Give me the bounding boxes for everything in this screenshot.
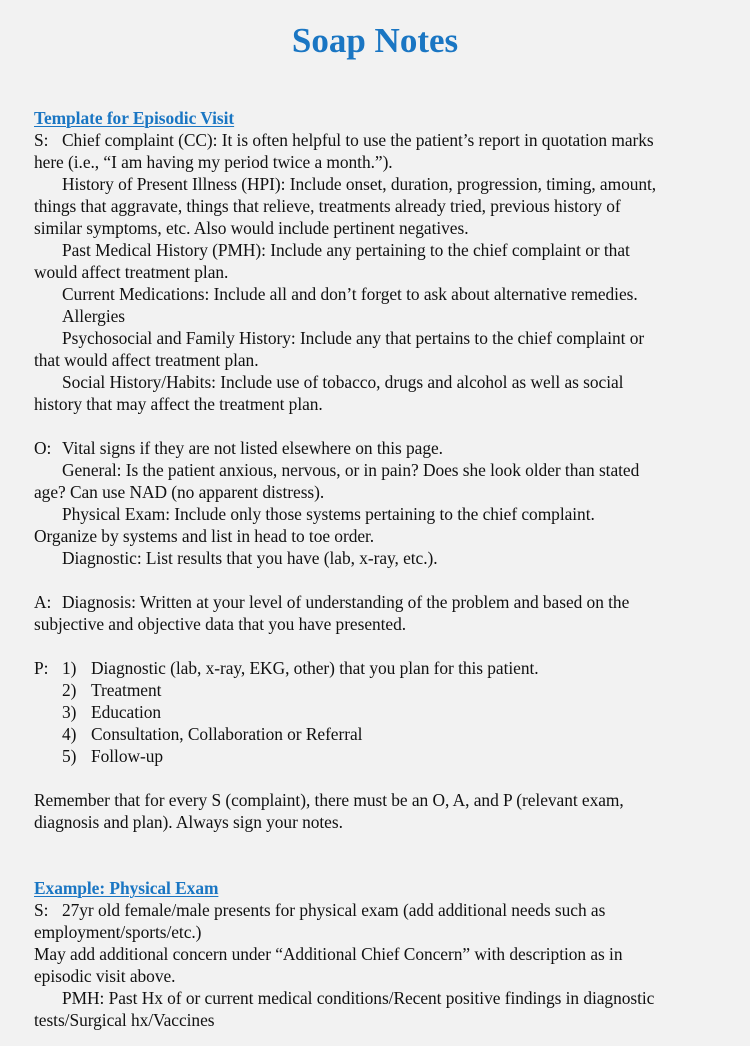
subjective-line: Psychosocial and Family History: Include any that pertains to the chief complaint or: [62, 328, 645, 348]
subjective-line: similar symptoms, etc. Also would include pertinent negatives.: [34, 218, 469, 238]
example-label: S:: [34, 900, 49, 920]
objective-line: General: Is the patient anxious, nervous, or in pain? Does she look older than stated: [62, 460, 640, 480]
subjective-line: Allergies: [62, 306, 125, 326]
plan-item-number: 4): [62, 724, 77, 744]
example-line: [34, 899, 605, 921]
reminder-line: diagnosis and plan). Always sign your notes.: [34, 812, 343, 832]
subjective-line: Social History/Habits: Include use of tobacco, drugs and alcohol as well as social: [62, 372, 624, 392]
subjective-line: [34, 129, 654, 151]
example-text: 27yr old female/male presents for physical exam (add additional needs such as: [62, 900, 606, 920]
plan-item-text: Consultation, Collaboration or Referral: [91, 724, 363, 744]
page-title: Soap Notes: [291, 21, 459, 60]
objective-text: Vital signs if they are not listed elsewhere on this page.: [62, 438, 443, 458]
plan-item-text: Diagnostic (lab, x-ray, EKG, other) that you plan for this patient.: [91, 658, 539, 678]
template-heading: Template for Episodic Visit: [34, 108, 235, 128]
example-heading: Example: Physical Exam: [34, 878, 219, 898]
objective-label: O:: [34, 438, 52, 458]
example-line: tests/Surgical hx/Vaccines: [34, 1010, 215, 1030]
plan-item-text: Follow-up: [91, 746, 164, 766]
plan-item: [62, 745, 163, 767]
assessment-line: subjective and objective data that you have presented.: [34, 614, 407, 634]
plan-item: [62, 723, 362, 745]
subjective-line: History of Present Illness (HPI): Include onset, duration, progression, timing, amount,: [62, 174, 657, 194]
subjective-line: history that may affect the treatment plan.: [34, 394, 323, 414]
subjective-line: Current Medications: Include all and don’t forget to ask about alternative remedies.: [62, 284, 638, 304]
plan-item-text: Education: [91, 702, 162, 722]
plan-label: P:: [34, 658, 49, 678]
subjective-line: things that aggravate, things that relieve, treatments already tried, previous history of: [34, 196, 621, 216]
subjective-line: here (i.e., “I am having my period twice a month.”).: [34, 152, 393, 172]
subjective-label: S:: [34, 130, 49, 150]
objective-line: Diagnostic: List results that you have (lab, x-ray, etc.).: [62, 548, 438, 568]
objective-line: age? Can use NAD (no apparent distress).: [34, 482, 325, 502]
example-line: employment/sports/etc.): [34, 922, 202, 942]
subjective-text: Chief complaint (CC): It is often helpful to use the patient’s report in quotation marks: [62, 130, 654, 150]
subjective-line: Past Medical History (PMH): Include any pertaining to the chief complaint or that: [62, 240, 630, 260]
reminder-line: Remember that for every S (complaint), there must be an O, A, and P (relevant exam,: [34, 790, 624, 810]
subjective-line: would affect treatment plan.: [34, 262, 229, 282]
assessment-line: [34, 591, 629, 613]
plan-item: [62, 701, 161, 723]
assessment-text: Diagnosis: Written at your level of understanding of the problem and based on the: [62, 592, 630, 612]
example-line: PMH: Past Hx of or current medical conditions/Recent positive findings in diagnostic: [62, 988, 655, 1008]
objective-line: Physical Exam: Include only those systems pertaining to the chief complaint.: [62, 504, 595, 524]
plan-item-number: 3): [62, 702, 77, 722]
plan-item-number: 5): [62, 746, 77, 766]
example-line: May add additional concern under “Additional Chief Concern” with description as in: [34, 944, 623, 964]
objective-line: [34, 437, 443, 459]
example-line: episodic visit above.: [34, 966, 176, 986]
plan-item-text: Treatment: [91, 680, 162, 700]
assessment-label: A:: [34, 592, 52, 612]
objective-line: Organize by systems and list in head to toe order.: [34, 526, 375, 546]
subjective-line: that would affect treatment plan.: [34, 350, 259, 370]
plan-item-number: 2): [62, 680, 77, 700]
plan-item-number: 1): [62, 658, 77, 678]
plan-item: [62, 679, 161, 701]
plan-item: [62, 657, 539, 679]
